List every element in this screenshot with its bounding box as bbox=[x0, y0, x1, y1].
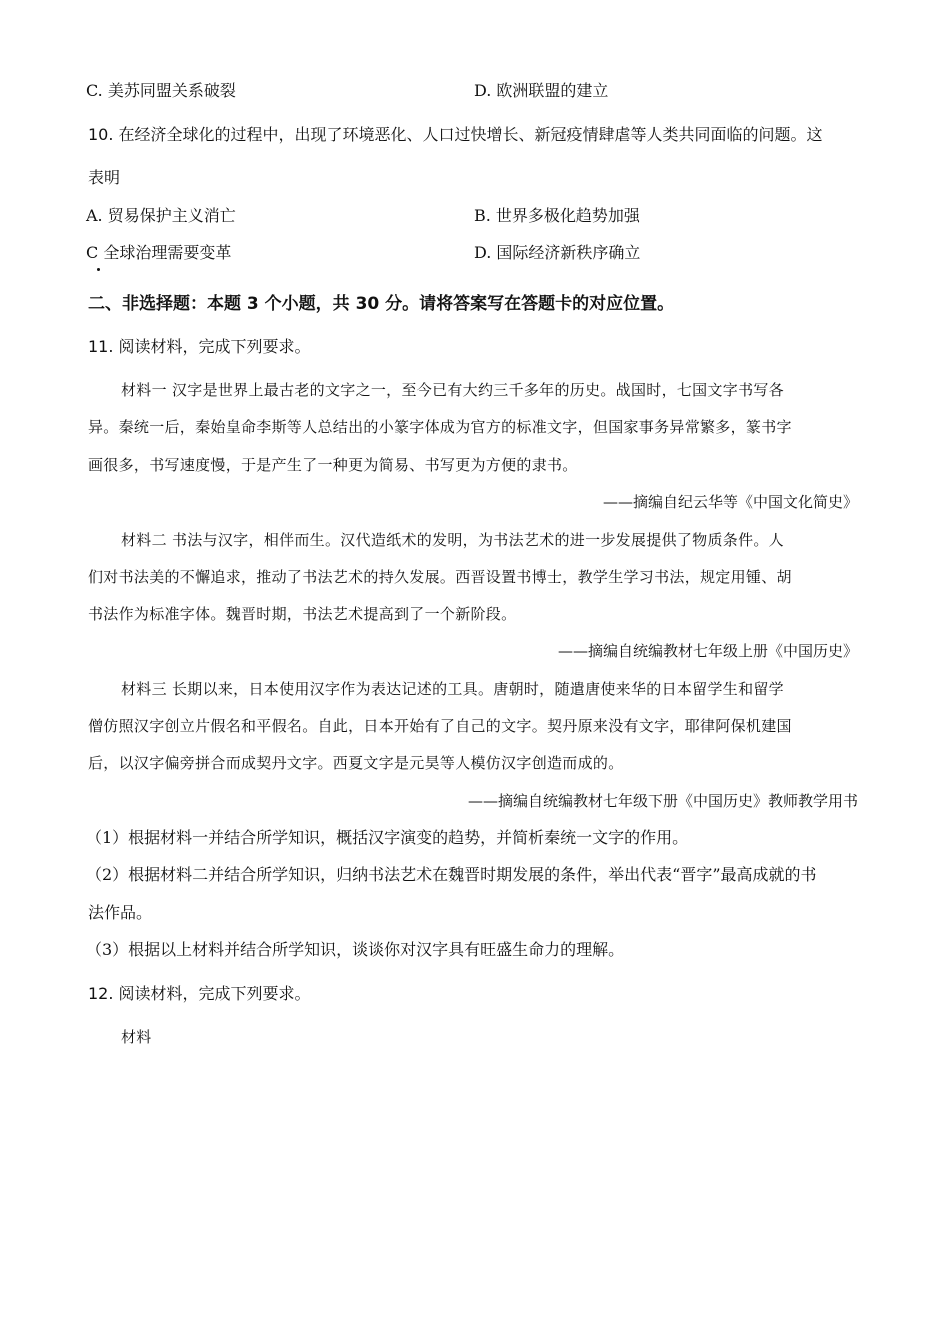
q12-material-label: 材料 bbox=[121, 1028, 152, 1046]
q11-sub2-line1: （2）根据材料二并结合所学知识，归纳书法艺术在魏晋时期发展的条件，举出代表“晋字”最高成就的书 bbox=[86, 865, 817, 884]
material3-line1: 材料三 长期以来，日本使用汉字作为表达记述的工具。唐朝时，随遣唐使来华的日本留学生和留学 bbox=[121, 680, 784, 698]
material1-line1: 材料一 汉字是世界上最古老的文字之一，至今已有大约三千多年的历史。战国时，七国文字书写各 bbox=[121, 381, 784, 399]
material2-line1: 材料二 书法与汉字，相伴而生。汉代造纸术的发明，为书法艺术的进一步发展提供了物质条件。人 bbox=[121, 531, 784, 549]
material3-line2: 僧仿照汉字创立片假名和平假名。自此，日本开始有了自己的文字。契丹原来没有文字，耶律阿保机建国 bbox=[88, 717, 792, 735]
section-heading: 二、非选择题：本题 3 个小题，共 30 分。请将答案写在答题卡的对应位置。 bbox=[88, 294, 675, 314]
q10-number: 10. bbox=[88, 125, 114, 144]
q10-stem-line2: 表明 bbox=[88, 168, 121, 187]
q9-option-d: D. 欧洲联盟的建立 bbox=[474, 81, 609, 100]
q12-stem-text: 阅读材料，完成下列要求。 bbox=[118, 984, 311, 1003]
material1-source: ——摘编自纪云华等《中国文化简史》 bbox=[602, 493, 858, 511]
q11-number: 11. bbox=[88, 337, 114, 356]
q11-sub3: （3）根据以上材料并结合所学知识，谈谈你对汉字具有旺盛生命力的理解。 bbox=[86, 940, 625, 959]
q12-stem bbox=[88, 984, 311, 1004]
q10-stem-line1 bbox=[88, 125, 823, 145]
material3-line3: 后，以汉字偏旁拼合而成契丹文字。西夏文字是元昊等人模仿汉字创造而成的。 bbox=[88, 754, 624, 772]
q11-stem bbox=[88, 337, 311, 357]
q10-option-a: A. 贸易保护主义消亡 bbox=[86, 206, 236, 225]
material2-source: ——摘编自统编教材七年级上册《中国历史》 bbox=[557, 642, 858, 660]
material1-line3: 画很多，书写速度慢，于是产生了一种更为简易、书写更为方便的隶书。 bbox=[88, 456, 578, 474]
q12-number: 12. bbox=[88, 984, 114, 1003]
q10-stem-text: 在经济全球化的过程中，出现了环境恶化、人口过快增长、新冠疫情肆虐等人类共同面临的问题。这 bbox=[118, 125, 823, 144]
q11-sub1: （1）根据材料一并结合所学知识，概括汉字演变的趋势，并简析秦统一文字的作用。 bbox=[86, 828, 689, 847]
stray-dot bbox=[97, 268, 100, 271]
q10-option-b: B. 世界多极化趋势加强 bbox=[474, 206, 640, 225]
q10-option-c: C 全球治理需要变革 bbox=[86, 243, 232, 262]
material1-line2: 异。秦统一后，秦始皇命李斯等人总结出的小篆字体成为官方的标准文字，但国家事务异常繁多，篆书字 bbox=[88, 418, 792, 436]
material2-line3: 书法作为标准字体。魏晋时期，书法艺术提高到了一个新阶段。 bbox=[88, 605, 517, 623]
material3-source: ——摘编自统编教材七年级下册《中国历史》教师教学用书 bbox=[467, 792, 858, 810]
q11-stem-text: 阅读材料，完成下列要求。 bbox=[118, 337, 311, 356]
material2-line2: 们对书法美的不懈追求，推动了书法艺术的持久发展。西晋设置书博士，教学生学习书法，规定用锺、胡 bbox=[88, 568, 792, 586]
q11-sub2-line2: 法作品。 bbox=[88, 903, 153, 922]
q9-option-c: C. 美苏同盟关系破裂 bbox=[86, 81, 236, 100]
q10-option-d: D. 国际经济新秩序确立 bbox=[474, 243, 641, 262]
